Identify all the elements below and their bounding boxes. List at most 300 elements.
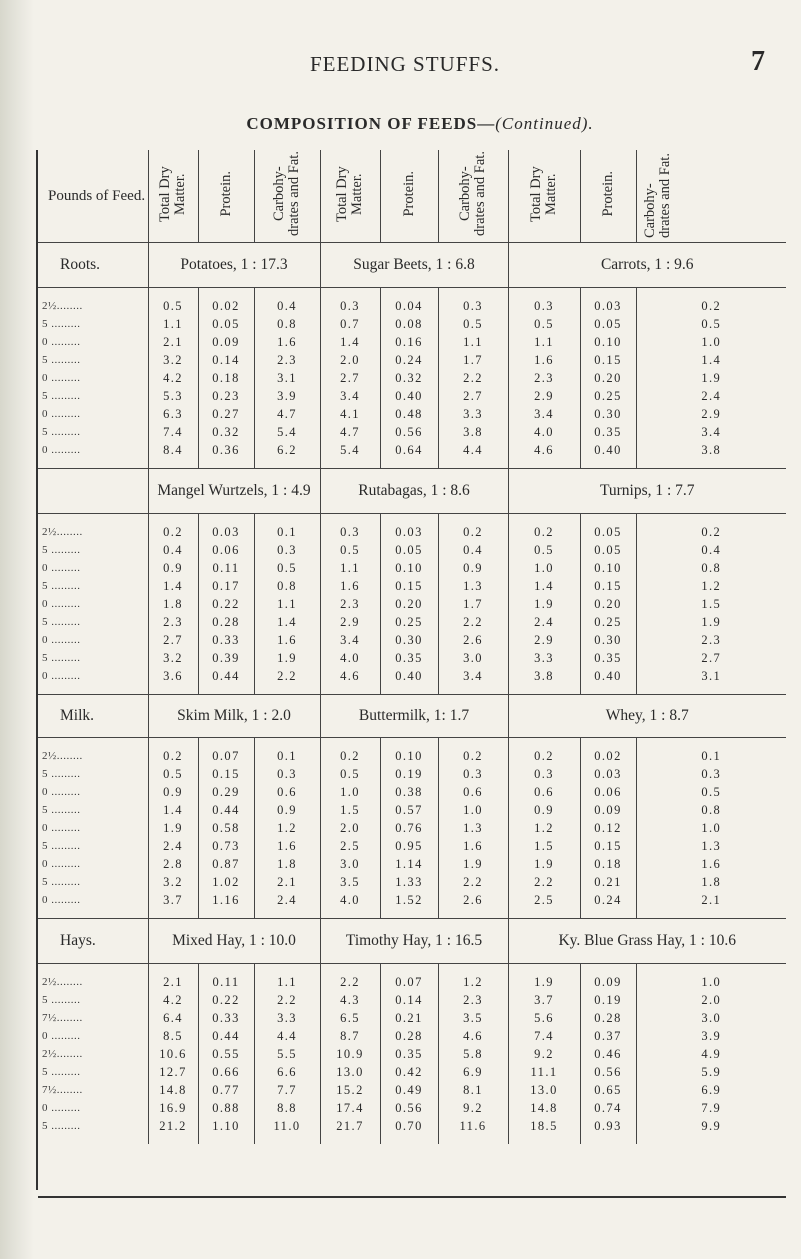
feed-group-label: Mangel Wurtzels, 1 : 4.9 — [148, 469, 320, 514]
value-cell: 0.20 — [580, 595, 636, 613]
value-cell: 0.3 — [254, 541, 320, 559]
value-cell: 0.32 — [198, 423, 254, 441]
value-cell: 2.2 — [438, 369, 508, 387]
value-cell: 0.05 — [580, 315, 636, 333]
header-col-2: Protein. — [198, 150, 254, 243]
value-cell: 0.66 — [198, 1063, 254, 1081]
value-cell: 1.8 — [148, 595, 198, 613]
value-cell: 0.3 — [508, 765, 580, 783]
pounds-cell: 0 ......... — [42, 1030, 81, 1042]
value-cell: 0.8 — [636, 801, 786, 819]
value-cell: 0.6 — [508, 783, 580, 801]
pounds-cell: 7½........ — [42, 1012, 83, 1024]
value-cell: 0.14 — [380, 991, 438, 1009]
value-cell: 0.9 — [508, 801, 580, 819]
value-cell: 0.09 — [580, 964, 636, 992]
value-cell: 0.5 — [508, 315, 580, 333]
value-cell: 4.7 — [254, 405, 320, 423]
section-name: Roots. — [38, 243, 148, 288]
value-cell: 1.1 — [508, 333, 580, 351]
value-cell: 0.5 — [148, 288, 198, 316]
table-row — [38, 819, 786, 837]
value-cell: 1.3 — [438, 819, 508, 837]
value-cell: 2.5 — [508, 891, 580, 919]
value-cell: 0.20 — [380, 595, 438, 613]
value-cell: 3.6 — [148, 667, 198, 695]
value-cell: 2.9 — [508, 387, 580, 405]
section-header-row — [38, 469, 786, 514]
value-cell: 3.2 — [148, 649, 198, 667]
table-row — [38, 649, 786, 667]
feed-group-label: Rutabagas, 1 : 8.6 — [320, 469, 508, 514]
value-cell: 8.8 — [254, 1099, 320, 1117]
value-cell: 0.18 — [198, 369, 254, 387]
value-cell: 0.15 — [198, 765, 254, 783]
value-cell: 0.9 — [148, 783, 198, 801]
pounds-cell: 5 ......... — [42, 876, 81, 888]
value-cell: 0.88 — [198, 1099, 254, 1117]
value-cell: 0.30 — [580, 405, 636, 423]
value-cell: 0.2 — [508, 514, 580, 542]
value-cell: 0.44 — [198, 1027, 254, 1045]
value-cell: 0.25 — [580, 387, 636, 405]
value-cell: 0.03 — [580, 765, 636, 783]
value-cell: 0.35 — [580, 423, 636, 441]
value-cell: 0.27 — [198, 405, 254, 423]
header-col-9: Carbohy-drates and Fat. — [636, 150, 786, 243]
value-cell: 4.2 — [148, 369, 198, 387]
pounds-cell: 5 ......... — [42, 652, 81, 664]
value-cell: 0.65 — [580, 1081, 636, 1099]
composition-table — [38, 150, 786, 1144]
value-cell: 9.2 — [508, 1045, 580, 1063]
pounds-cell: 2½........ — [38, 288, 148, 316]
pounds-cell: 5 ......... — [42, 318, 81, 330]
pounds-cell: 5 ......... — [42, 544, 81, 556]
value-cell: 0.40 — [580, 667, 636, 695]
value-cell: 2.6 — [438, 891, 508, 919]
pounds-cell: 5 ......... — [42, 994, 81, 1006]
value-cell: 1.7 — [438, 351, 508, 369]
value-cell: 0.33 — [198, 631, 254, 649]
value-cell: 2.2 — [438, 873, 508, 891]
value-cell: 18.5 — [508, 1117, 580, 1144]
table-row — [38, 783, 786, 801]
pounds-cell: 5 ......... — [42, 804, 81, 816]
value-cell: 3.5 — [320, 873, 380, 891]
table-title — [140, 114, 700, 134]
value-cell: 0.48 — [380, 405, 438, 423]
table-row — [38, 441, 786, 469]
value-cell: 0.4 — [254, 288, 320, 316]
pounds-cell: 0 ......... — [42, 634, 81, 646]
value-cell: 1.0 — [508, 559, 580, 577]
value-cell: 0.2 — [508, 738, 580, 766]
feed-group-label: Buttermilk, 1: 1.7 — [320, 695, 508, 738]
section-header-row — [38, 243, 786, 288]
value-cell: 16.9 — [148, 1099, 198, 1117]
value-cell: 0.03 — [380, 514, 438, 542]
value-cell: 13.0 — [320, 1063, 380, 1081]
value-cell: 3.5 — [438, 1009, 508, 1027]
value-cell: 4.6 — [438, 1027, 508, 1045]
value-cell: 2.2 — [508, 873, 580, 891]
section-name: Milk. — [38, 695, 148, 738]
value-cell: 2.2 — [254, 991, 320, 1009]
value-cell: 0.4 — [438, 541, 508, 559]
value-cell: 5.5 — [254, 1045, 320, 1063]
value-cell: 1.6 — [636, 855, 786, 873]
value-cell: 0.1 — [254, 514, 320, 542]
value-cell: 4.7 — [320, 423, 380, 441]
value-cell: 5.4 — [254, 423, 320, 441]
table-row — [38, 405, 786, 423]
value-cell: 4.6 — [320, 667, 380, 695]
value-cell: 0.39 — [198, 649, 254, 667]
value-cell: 0.5 — [636, 315, 786, 333]
value-cell: 5.3 — [148, 387, 198, 405]
value-cell: 0.8 — [254, 315, 320, 333]
value-cell: 15.2 — [320, 1081, 380, 1099]
value-cell: 0.22 — [198, 991, 254, 1009]
value-cell: 1.9 — [438, 855, 508, 873]
value-cell: 4.0 — [508, 423, 580, 441]
value-cell: 1.3 — [636, 837, 786, 855]
value-cell: 1.8 — [636, 873, 786, 891]
value-cell: 0.28 — [580, 1009, 636, 1027]
value-cell: 0.40 — [380, 667, 438, 695]
feed-group-label: Sugar Beets, 1 : 6.8 — [320, 243, 508, 288]
value-cell: 13.0 — [508, 1081, 580, 1099]
value-cell: 14.8 — [148, 1081, 198, 1099]
value-cell: 0.87 — [198, 855, 254, 873]
value-cell: 21.2 — [148, 1117, 198, 1144]
value-cell: 0.25 — [580, 613, 636, 631]
value-cell: 1.1 — [148, 315, 198, 333]
value-cell: 0.8 — [254, 577, 320, 595]
value-cell: 0.5 — [148, 765, 198, 783]
value-cell: 0.77 — [198, 1081, 254, 1099]
value-cell: 5.8 — [438, 1045, 508, 1063]
value-cell: 7.4 — [148, 423, 198, 441]
feed-group-label: Ky. Blue Grass Hay, 1 : 10.6 — [508, 919, 786, 964]
value-cell: 1.1 — [438, 333, 508, 351]
value-cell: 0.1 — [636, 738, 786, 766]
value-cell: 8.4 — [148, 441, 198, 469]
pounds-cell: 0 ......... — [42, 1102, 81, 1114]
value-cell: 3.0 — [636, 1009, 786, 1027]
value-cell: 0.25 — [380, 613, 438, 631]
value-cell: 0.15 — [580, 577, 636, 595]
value-cell: 2.9 — [636, 405, 786, 423]
value-cell: 21.7 — [320, 1117, 380, 1144]
pounds-cell: 5 ......... — [42, 1066, 81, 1078]
value-cell: 3.4 — [320, 387, 380, 405]
value-cell: 2.4 — [254, 891, 320, 919]
pounds-cell: 0 ......... — [42, 598, 81, 610]
value-cell: 12.7 — [148, 1063, 198, 1081]
value-cell: 1.0 — [636, 819, 786, 837]
value-cell: 1.2 — [636, 577, 786, 595]
value-cell: 4.9 — [636, 1045, 786, 1063]
value-cell: 1.4 — [148, 577, 198, 595]
value-cell: 1.0 — [438, 801, 508, 819]
value-cell: 0.02 — [580, 738, 636, 766]
pounds-cell: 2½........ — [38, 738, 148, 766]
value-cell: 1.9 — [508, 964, 580, 992]
value-cell: 0.16 — [380, 333, 438, 351]
value-cell: 0.19 — [580, 991, 636, 1009]
value-cell: 0.5 — [508, 541, 580, 559]
value-cell: 1.5 — [636, 595, 786, 613]
value-cell: 3.3 — [438, 405, 508, 423]
table-row — [38, 577, 786, 595]
value-cell: 0.57 — [380, 801, 438, 819]
table-row — [38, 991, 786, 1009]
value-cell: 0.35 — [580, 649, 636, 667]
value-cell: 1.2 — [508, 819, 580, 837]
value-cell: 0.5 — [320, 541, 380, 559]
value-cell: 0.56 — [580, 1063, 636, 1081]
value-cell: 1.1 — [254, 595, 320, 613]
value-cell: 3.8 — [636, 441, 786, 469]
value-cell: 0.10 — [580, 333, 636, 351]
table-row — [38, 369, 786, 387]
feed-group-label: Turnips, 1 : 7.7 — [508, 469, 786, 514]
pounds-cell: 7½........ — [42, 1084, 83, 1096]
value-cell: 0.9 — [438, 559, 508, 577]
value-cell: 2.2 — [438, 613, 508, 631]
table-row — [38, 541, 786, 559]
value-cell: 6.4 — [148, 1009, 198, 1027]
value-cell: 1.2 — [254, 819, 320, 837]
value-cell: 1.1 — [320, 559, 380, 577]
value-cell: 1.52 — [380, 891, 438, 919]
value-cell: 4.6 — [508, 441, 580, 469]
table-row — [38, 738, 786, 766]
value-cell: 3.0 — [438, 649, 508, 667]
value-cell: 0.21 — [580, 873, 636, 891]
value-cell: 2.0 — [320, 819, 380, 837]
value-cell: 2.0 — [320, 351, 380, 369]
value-cell: 2.0 — [636, 991, 786, 1009]
table-row — [38, 315, 786, 333]
value-cell: 0.56 — [380, 1099, 438, 1117]
value-cell: 0.40 — [380, 387, 438, 405]
value-cell: 0.76 — [380, 819, 438, 837]
value-cell: 3.8 — [438, 423, 508, 441]
value-cell: 6.3 — [148, 405, 198, 423]
table-row — [38, 891, 786, 919]
value-cell: 5.4 — [320, 441, 380, 469]
value-cell: 0.3 — [438, 765, 508, 783]
table-row — [38, 1027, 786, 1045]
value-cell: 0.28 — [380, 1027, 438, 1045]
feed-group-label: Whey, 1 : 8.7 — [508, 695, 786, 738]
value-cell: 0.6 — [438, 783, 508, 801]
value-cell: 0.7 — [320, 315, 380, 333]
value-cell: 0.38 — [380, 783, 438, 801]
value-cell: 0.1 — [254, 738, 320, 766]
value-cell: 2.4 — [148, 837, 198, 855]
value-cell: 2.9 — [320, 613, 380, 631]
header-col-8: Protein. — [580, 150, 636, 243]
value-cell: 2.1 — [148, 964, 198, 992]
pounds-cell: 5 ......... — [42, 840, 81, 852]
value-cell: 0.05 — [198, 315, 254, 333]
section-name: Hays. — [38, 919, 148, 964]
value-cell: 7.4 — [508, 1027, 580, 1045]
value-cell: 0.09 — [580, 801, 636, 819]
value-cell: 0.11 — [198, 559, 254, 577]
value-cell: 0.2 — [320, 738, 380, 766]
value-cell: 3.9 — [254, 387, 320, 405]
value-cell: 2.7 — [320, 369, 380, 387]
value-cell: 0.04 — [380, 288, 438, 316]
table-row — [38, 667, 786, 695]
value-cell: 0.4 — [148, 541, 198, 559]
value-cell: 1.9 — [636, 369, 786, 387]
value-cell: 2.8 — [148, 855, 198, 873]
value-cell: 0.03 — [580, 288, 636, 316]
value-cell: 2.4 — [508, 613, 580, 631]
value-cell: 0.05 — [580, 541, 636, 559]
value-cell: 0.5 — [636, 783, 786, 801]
value-cell: 8.7 — [320, 1027, 380, 1045]
value-cell: 3.4 — [320, 631, 380, 649]
value-cell: 1.1 — [254, 964, 320, 992]
value-cell: 9.9 — [636, 1117, 786, 1144]
value-cell: 6.9 — [636, 1081, 786, 1099]
value-cell: 3.4 — [636, 423, 786, 441]
value-cell: 0.2 — [148, 738, 198, 766]
value-cell: 3.7 — [508, 991, 580, 1009]
value-cell: 3.2 — [148, 873, 198, 891]
value-cell: 0.3 — [508, 288, 580, 316]
value-cell: 2.4 — [636, 387, 786, 405]
pounds-cell: 2½........ — [42, 1048, 83, 1060]
value-cell: 0.29 — [198, 783, 254, 801]
value-cell: 0.11 — [198, 964, 254, 992]
header-col-3: Carbohy-drates and Fat. — [254, 150, 320, 243]
value-cell: 14.8 — [508, 1099, 580, 1117]
table-row — [38, 1009, 786, 1027]
value-cell: 0.56 — [380, 423, 438, 441]
value-cell: 0.17 — [198, 577, 254, 595]
header-col-6: Carbohy-drates and Fat. — [438, 150, 508, 243]
value-cell: 1.5 — [320, 801, 380, 819]
value-cell: 0.06 — [580, 783, 636, 801]
header-col-7: Total Dry Matter. — [508, 150, 580, 243]
value-cell: 1.7 — [438, 595, 508, 613]
value-cell: 0.58 — [198, 819, 254, 837]
value-cell: 0.46 — [580, 1045, 636, 1063]
header-col-4: Total Dry Matter. — [320, 150, 380, 243]
value-cell: 2.1 — [636, 891, 786, 919]
value-cell: 1.6 — [254, 333, 320, 351]
value-cell: 0.44 — [198, 667, 254, 695]
value-cell: 4.3 — [320, 991, 380, 1009]
value-cell: 1.6 — [254, 837, 320, 855]
value-cell: 0.30 — [580, 631, 636, 649]
table-row — [38, 765, 786, 783]
pounds-cell: 5 ......... — [42, 616, 81, 628]
value-cell: 2.5 — [320, 837, 380, 855]
section-header-row — [38, 695, 786, 738]
value-cell: 0.10 — [380, 738, 438, 766]
value-cell: 0.15 — [580, 351, 636, 369]
value-cell: 6.2 — [254, 441, 320, 469]
value-cell: 1.0 — [320, 783, 380, 801]
value-cell: 10.6 — [148, 1045, 198, 1063]
pounds-cell: 2½........ — [38, 514, 148, 542]
table-row — [38, 288, 786, 316]
value-cell: 6.9 — [438, 1063, 508, 1081]
value-cell: 17.4 — [320, 1099, 380, 1117]
value-cell: 3.4 — [438, 667, 508, 695]
value-cell: 5.9 — [636, 1063, 786, 1081]
value-cell: 2.3 — [254, 351, 320, 369]
table-row — [38, 1045, 786, 1063]
value-cell: 0.33 — [198, 1009, 254, 1027]
pounds-cell: 0 ......... — [42, 822, 81, 834]
value-cell: 0.36 — [198, 441, 254, 469]
value-cell: 2.3 — [508, 369, 580, 387]
feed-group-label: Potatoes, 1 : 17.3 — [148, 243, 320, 288]
header-col-1: Total Dry Matter. — [148, 150, 198, 243]
value-cell: 0.24 — [580, 891, 636, 919]
value-cell: 0.18 — [580, 855, 636, 873]
value-cell: 0.44 — [198, 801, 254, 819]
table-row — [38, 559, 786, 577]
column-header-row — [38, 150, 786, 243]
value-cell: 0.15 — [580, 837, 636, 855]
value-cell: 3.0 — [320, 855, 380, 873]
value-cell: 0.2 — [636, 514, 786, 542]
value-cell: 1.0 — [636, 964, 786, 992]
table-row — [38, 855, 786, 873]
header-col-5: Protein. — [380, 150, 438, 243]
table-row — [38, 351, 786, 369]
value-cell: 4.4 — [254, 1027, 320, 1045]
value-cell: 3.7 — [148, 891, 198, 919]
value-cell: 0.3 — [254, 765, 320, 783]
table-bottom-rule — [38, 1196, 786, 1198]
value-cell: 3.9 — [636, 1027, 786, 1045]
value-cell: 1.9 — [148, 819, 198, 837]
value-cell: 7.9 — [636, 1099, 786, 1117]
value-cell: 1.14 — [380, 855, 438, 873]
value-cell: 2.2 — [254, 667, 320, 695]
section-header-row — [38, 919, 786, 964]
value-cell: 0.32 — [380, 369, 438, 387]
value-cell: 0.3 — [438, 288, 508, 316]
table-row — [38, 333, 786, 351]
value-cell: 0.10 — [380, 559, 438, 577]
value-cell: 1.33 — [380, 873, 438, 891]
value-cell: 0.2 — [438, 514, 508, 542]
value-cell: 11.1 — [508, 1063, 580, 1081]
value-cell: 0.35 — [380, 649, 438, 667]
value-cell: 8.5 — [148, 1027, 198, 1045]
value-cell: 0.12 — [580, 819, 636, 837]
value-cell: 2.7 — [438, 387, 508, 405]
pounds-cell: 0 ......... — [42, 562, 81, 574]
value-cell: 0.5 — [254, 559, 320, 577]
table-row — [38, 423, 786, 441]
pounds-cell: 5 ......... — [42, 768, 81, 780]
value-cell: 0.23 — [198, 387, 254, 405]
